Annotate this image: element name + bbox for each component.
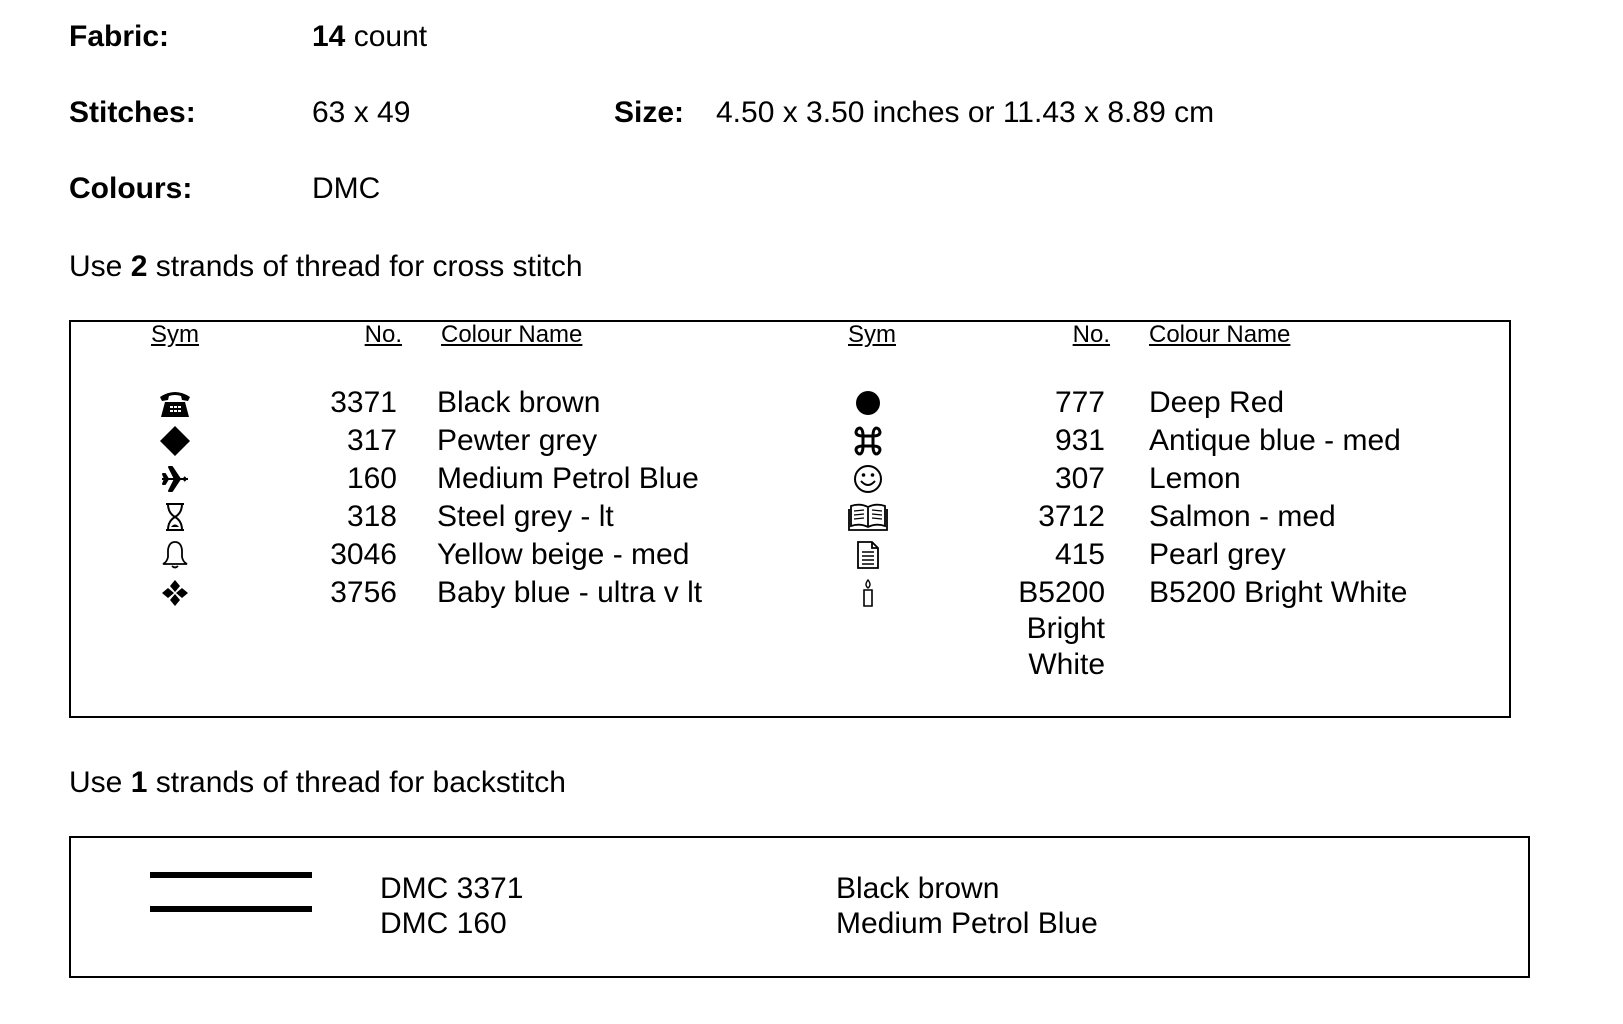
four-diamonds-icon: [145, 574, 205, 612]
backstitch-colour-name: Medium Petrol Blue: [836, 907, 1098, 940]
smiley-face-icon: [838, 460, 898, 498]
thread-number: 307: [1054, 462, 1105, 495]
thread-number: 777: [1054, 386, 1105, 419]
backstitch-code: DMC 3371: [380, 872, 524, 905]
colours-label: Colours:: [69, 172, 193, 205]
instruction-text-before: Use: [69, 766, 123, 799]
colour-name: Antique blue - med: [1149, 424, 1401, 457]
colour-name: B5200 Bright White: [1149, 576, 1408, 609]
fabric-count: 14: [312, 20, 346, 53]
backstitch-code: DMC 160: [380, 907, 507, 940]
thread-number: 318: [346, 500, 397, 533]
fabric-value: [312, 20, 427, 54]
thread-number: 3756: [330, 576, 397, 609]
stitches-value: 63 x 49: [312, 96, 411, 129]
colour-name: Pearl grey: [1149, 538, 1286, 571]
airplane-icon: [145, 460, 205, 498]
instruction-text-after: strands of thread for cross stitch: [155, 250, 583, 283]
cross-stitch-instruction: [69, 250, 583, 284]
colour-name: Steel grey - lt: [437, 500, 614, 533]
command-key-icon: [838, 422, 898, 460]
hourglass-icon: [145, 498, 205, 536]
cross-strands-count: 2: [130, 250, 148, 283]
colour-name: Black brown: [437, 386, 601, 419]
header-colour-name-left: Colour Name: [441, 321, 583, 348]
fabric-unit: count: [353, 20, 428, 53]
thread-number: 3712: [1038, 500, 1105, 533]
header-sym-left: Sym: [151, 321, 199, 348]
back-strands-count: 1: [130, 766, 148, 799]
colours-value: DMC: [312, 172, 381, 205]
thread-number: 931: [1054, 424, 1105, 457]
thread-number: 3371: [330, 386, 397, 419]
document-icon: [838, 536, 898, 574]
fabric-label: Fabric:: [69, 20, 170, 53]
thread-number: 160: [346, 462, 397, 495]
thread-number-line2: Bright: [1026, 612, 1105, 645]
colour-name: Deep Red: [1149, 386, 1285, 419]
backstitch-line-sample: [150, 872, 312, 878]
backstitch-colour-name: Black brown: [836, 872, 1000, 905]
bell-icon: [145, 536, 205, 574]
colour-name: Yellow beige - med: [437, 538, 690, 571]
thread-number: 317: [346, 424, 397, 457]
instruction-text-before: Use: [69, 250, 123, 283]
thread-number-line3: White: [1028, 648, 1105, 681]
filled-circle-icon: [838, 384, 898, 422]
colour-name: Pewter grey: [437, 424, 598, 457]
thread-number-line1: B5200: [1018, 576, 1105, 609]
colour-name: Medium Petrol Blue: [437, 462, 699, 495]
diamond-icon: [145, 422, 205, 460]
size-value: 4.50 x 3.50 inches or 11.43 x 8.89 cm: [716, 96, 1215, 129]
thread-number: 415: [1054, 538, 1105, 571]
thread-number: 3046: [330, 538, 397, 571]
header-sym-right: Sym: [848, 321, 896, 348]
open-book-icon: [838, 498, 898, 536]
backstitch-line-sample: [150, 906, 312, 912]
colour-name: Salmon - med: [1149, 500, 1336, 533]
colour-name: Baby blue - ultra v lt: [437, 576, 703, 609]
header-no-left: No.: [364, 321, 402, 348]
instruction-text-after: strands of thread for backstitch: [155, 766, 566, 799]
telephone-icon: [145, 384, 205, 422]
header-no-right: No.: [1072, 321, 1110, 348]
stitches-label: Stitches:: [69, 96, 196, 129]
candle-icon: [838, 574, 898, 612]
colour-name: Lemon: [1149, 462, 1241, 495]
size-label: Size:: [614, 96, 685, 129]
header-colour-name-right: Colour Name: [1149, 321, 1291, 348]
backstitch-instruction: [69, 766, 566, 800]
